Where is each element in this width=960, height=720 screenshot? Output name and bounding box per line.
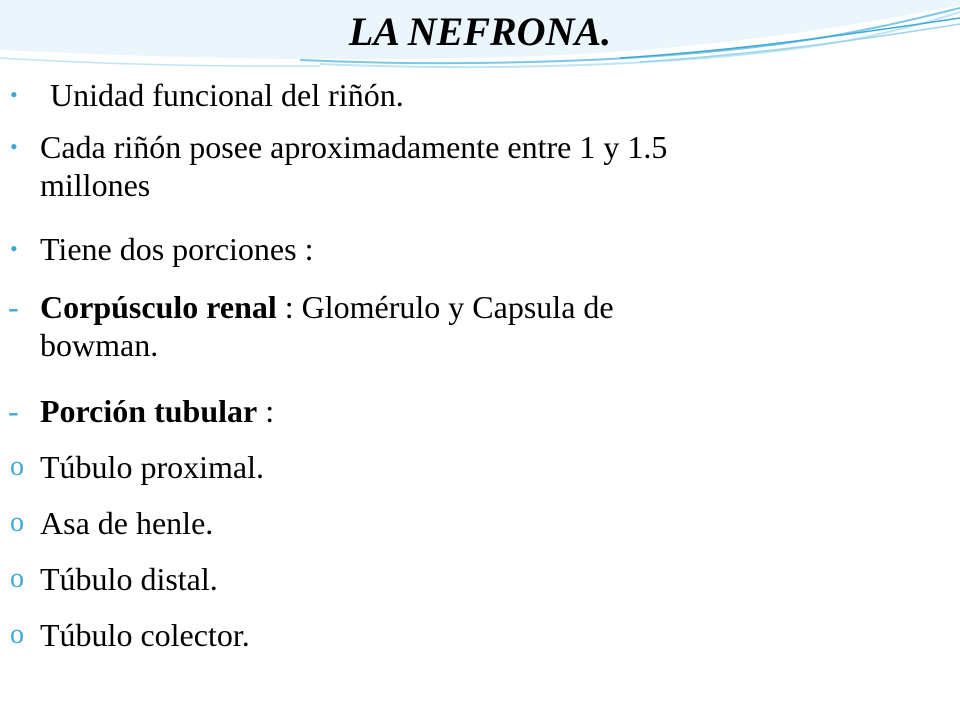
- bullet-text: Unidad funcional del riñón.: [50, 77, 404, 113]
- bullet-text-rest: : Glomérulo y Capsula de: [276, 289, 614, 325]
- bullet-marker: •: [10, 82, 18, 107]
- bullet-text-continuation: bowman.: [40, 327, 159, 363]
- bullet-text: Túbulo distal.: [40, 561, 218, 597]
- circle-marker: o: [10, 619, 24, 650]
- bullet-text: Asa de henle.: [40, 505, 214, 541]
- bullet-text: Cada riñón posee aproximadamente entre 1 y 1.5: [40, 129, 668, 165]
- bullet-text-rest: :: [257, 393, 275, 429]
- bold-term: Porción tubular: [40, 393, 258, 429]
- circle-marker: o: [10, 563, 24, 594]
- bullet-text: [40, 392, 920, 430]
- circle-marker: o: [10, 451, 24, 482]
- bullet-text: Túbulo colector.: [40, 617, 250, 653]
- dash-marker: -: [8, 393, 19, 429]
- bullet-marker: •: [10, 134, 18, 159]
- dash-marker: -: [8, 289, 19, 325]
- bullet-text: Tiene dos porciones :: [40, 231, 314, 267]
- bullet-text-continuation: millones: [40, 167, 151, 203]
- bullet-text: [40, 288, 920, 326]
- bullet-text: Túbulo proximal.: [40, 449, 264, 485]
- circle-marker: o: [10, 507, 24, 538]
- bold-term: Corpúsculo renal: [40, 289, 277, 325]
- bullet-marker: •: [10, 236, 18, 261]
- slide-title: LA NEFRONA.: [348, 9, 612, 54]
